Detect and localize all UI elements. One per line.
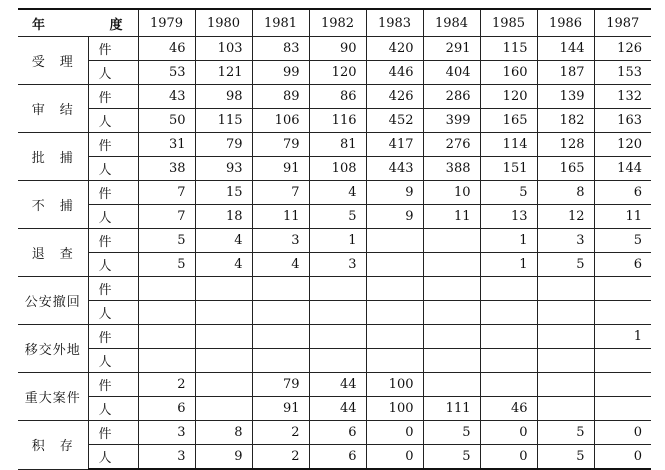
value-cell <box>594 349 651 373</box>
year-header: 1986 <box>537 9 594 37</box>
value-cell <box>195 277 252 301</box>
value-cell: 4 <box>195 229 252 253</box>
unit-label: 件 <box>88 181 138 205</box>
value-cell <box>480 301 537 325</box>
value-cell: 5 <box>537 421 594 445</box>
unit-label: 件 <box>88 373 138 397</box>
unit-label: 人 <box>88 349 138 373</box>
value-cell: 114 <box>480 133 537 157</box>
value-cell: 3 <box>537 229 594 253</box>
value-cell: 53 <box>138 61 195 85</box>
value-cell <box>480 349 537 373</box>
value-cell <box>594 373 651 397</box>
value-cell: 46 <box>138 37 195 61</box>
value-cell: 111 <box>423 397 480 421</box>
value-cell <box>594 397 651 421</box>
unit-label: 人 <box>88 157 138 181</box>
table-row <box>18 229 651 253</box>
value-cell: 9 <box>366 205 423 229</box>
value-cell: 417 <box>366 133 423 157</box>
value-cell: 50 <box>138 109 195 133</box>
value-cell: 426 <box>366 85 423 109</box>
value-cell <box>537 349 594 373</box>
value-cell: 5 <box>423 445 480 470</box>
value-cell <box>537 373 594 397</box>
year-header: 1985 <box>480 9 537 37</box>
value-cell <box>366 253 423 277</box>
value-cell: 44 <box>309 397 366 421</box>
value-cell: 182 <box>537 109 594 133</box>
value-cell: 11 <box>594 205 651 229</box>
value-cell: 446 <box>366 61 423 85</box>
table-row <box>18 277 651 301</box>
value-cell <box>138 325 195 349</box>
value-cell: 5 <box>594 229 651 253</box>
table-row <box>18 349 651 373</box>
value-cell: 13 <box>480 205 537 229</box>
value-cell <box>195 325 252 349</box>
value-cell <box>366 301 423 325</box>
value-cell: 106 <box>252 109 309 133</box>
category-label: 公安撤回 <box>18 277 88 325</box>
value-cell: 160 <box>480 61 537 85</box>
year-header: 1980 <box>195 9 252 37</box>
value-cell: 0 <box>594 445 651 470</box>
value-cell: 5 <box>480 181 537 205</box>
value-cell: 100 <box>366 397 423 421</box>
category-label: 审 结 <box>18 85 88 133</box>
value-cell: 399 <box>423 109 480 133</box>
table-row <box>18 421 651 445</box>
value-cell: 151 <box>480 157 537 181</box>
value-cell: 165 <box>480 109 537 133</box>
value-cell: 163 <box>594 109 651 133</box>
value-cell: 6 <box>309 421 366 445</box>
value-cell: 153 <box>594 61 651 85</box>
value-cell: 2 <box>252 421 309 445</box>
table-row <box>18 253 651 277</box>
value-cell <box>594 277 651 301</box>
value-cell: 120 <box>594 133 651 157</box>
table-row <box>18 397 651 421</box>
value-cell: 5 <box>423 421 480 445</box>
value-cell: 1 <box>594 325 651 349</box>
value-cell <box>537 301 594 325</box>
unit-label: 件 <box>88 325 138 349</box>
value-cell: 100 <box>366 373 423 397</box>
value-cell: 9 <box>195 445 252 470</box>
table-row <box>18 61 651 85</box>
table-row <box>18 109 651 133</box>
value-cell <box>423 373 480 397</box>
value-cell <box>252 301 309 325</box>
value-cell: 388 <box>423 157 480 181</box>
value-cell: 98 <box>195 85 252 109</box>
unit-label: 人 <box>88 61 138 85</box>
value-cell: 116 <box>309 109 366 133</box>
value-cell <box>309 349 366 373</box>
table-row <box>18 205 651 229</box>
year-header: 1984 <box>423 9 480 37</box>
value-cell: 11 <box>423 205 480 229</box>
value-cell: 46 <box>480 397 537 421</box>
value-cell <box>138 301 195 325</box>
value-cell <box>594 301 651 325</box>
category-label: 受 理 <box>18 37 88 85</box>
value-cell <box>423 301 480 325</box>
value-cell: 1 <box>480 229 537 253</box>
value-cell: 8 <box>195 421 252 445</box>
value-cell <box>537 277 594 301</box>
category-label: 重大案件 <box>18 373 88 421</box>
value-cell: 43 <box>138 85 195 109</box>
value-cell: 6 <box>309 445 366 470</box>
value-cell <box>195 373 252 397</box>
value-cell: 7 <box>138 205 195 229</box>
statistics-table-wrapper <box>18 8 651 470</box>
value-cell: 10 <box>423 181 480 205</box>
value-cell: 452 <box>366 109 423 133</box>
value-cell: 8 <box>537 181 594 205</box>
table-row <box>18 85 651 109</box>
value-cell: 11 <box>252 205 309 229</box>
value-cell: 31 <box>138 133 195 157</box>
value-cell <box>309 301 366 325</box>
header-row <box>18 9 651 37</box>
year-header: 1979 <box>138 9 195 37</box>
value-cell <box>480 373 537 397</box>
value-cell: 12 <box>537 205 594 229</box>
value-cell: 144 <box>537 37 594 61</box>
category-label: 批 捕 <box>18 133 88 181</box>
table-row <box>18 37 651 61</box>
value-cell <box>537 397 594 421</box>
value-cell <box>138 349 195 373</box>
value-cell <box>309 277 366 301</box>
value-cell: 2 <box>138 373 195 397</box>
year-header: 1987 <box>594 9 651 37</box>
year-header: 1982 <box>309 9 366 37</box>
value-cell: 7 <box>252 181 309 205</box>
value-cell: 103 <box>195 37 252 61</box>
value-cell <box>195 301 252 325</box>
unit-label: 人 <box>88 205 138 229</box>
value-cell: 99 <box>252 61 309 85</box>
value-cell <box>366 229 423 253</box>
value-cell: 81 <box>309 133 366 157</box>
unit-label: 件 <box>88 133 138 157</box>
value-cell <box>480 277 537 301</box>
value-cell <box>366 325 423 349</box>
value-cell: 404 <box>423 61 480 85</box>
value-cell: 79 <box>252 373 309 397</box>
value-cell: 291 <box>423 37 480 61</box>
unit-label: 人 <box>88 253 138 277</box>
value-cell: 3 <box>138 445 195 470</box>
year-header: 1983 <box>366 9 423 37</box>
value-cell: 420 <box>366 37 423 61</box>
value-cell: 1 <box>480 253 537 277</box>
unit-label: 件 <box>88 229 138 253</box>
unit-label: 人 <box>88 397 138 421</box>
value-cell: 91 <box>252 157 309 181</box>
value-cell: 144 <box>594 157 651 181</box>
value-cell: 7 <box>138 181 195 205</box>
value-cell: 79 <box>195 133 252 157</box>
value-cell: 79 <box>252 133 309 157</box>
value-cell <box>423 349 480 373</box>
value-cell: 126 <box>594 37 651 61</box>
value-cell: 6 <box>594 253 651 277</box>
value-cell <box>423 253 480 277</box>
corner-label-right: 度 <box>109 17 124 33</box>
value-cell: 3 <box>252 229 309 253</box>
value-cell <box>195 349 252 373</box>
value-cell: 83 <box>252 37 309 61</box>
table-row <box>18 325 651 349</box>
category-label: 移交外地 <box>18 325 88 373</box>
year-corner-header <box>18 9 138 37</box>
table-row <box>18 373 651 397</box>
value-cell <box>423 229 480 253</box>
value-cell <box>252 277 309 301</box>
table-row <box>18 301 651 325</box>
category-label: 不 捕 <box>18 181 88 229</box>
value-cell: 286 <box>423 85 480 109</box>
value-cell: 0 <box>480 445 537 470</box>
unit-label: 件 <box>88 85 138 109</box>
value-cell: 5 <box>309 205 366 229</box>
unit-label: 人 <box>88 445 138 470</box>
table-row <box>18 157 651 181</box>
value-cell: 3 <box>309 253 366 277</box>
table-body <box>18 37 651 470</box>
value-cell: 6 <box>138 397 195 421</box>
table-row <box>18 133 651 157</box>
value-cell <box>423 277 480 301</box>
value-cell: 1 <box>309 229 366 253</box>
value-cell <box>252 325 309 349</box>
value-cell: 139 <box>537 85 594 109</box>
value-cell: 18 <box>195 205 252 229</box>
value-cell: 90 <box>309 37 366 61</box>
value-cell: 0 <box>366 421 423 445</box>
value-cell <box>537 325 594 349</box>
unit-label: 人 <box>88 109 138 133</box>
value-cell: 115 <box>480 37 537 61</box>
year-header: 1981 <box>252 9 309 37</box>
value-cell: 120 <box>480 85 537 109</box>
value-cell: 443 <box>366 157 423 181</box>
category-label: 积 存 <box>18 421 88 470</box>
value-cell <box>309 325 366 349</box>
value-cell: 121 <box>195 61 252 85</box>
value-cell <box>366 277 423 301</box>
value-cell: 5 <box>138 229 195 253</box>
value-cell: 4 <box>195 253 252 277</box>
corner-label-left: 年 <box>32 17 47 33</box>
value-cell: 4 <box>252 253 309 277</box>
value-cell: 38 <box>138 157 195 181</box>
value-cell: 6 <box>594 181 651 205</box>
value-cell: 128 <box>537 133 594 157</box>
table-row <box>18 181 651 205</box>
unit-label: 件 <box>88 421 138 445</box>
unit-label: 件 <box>88 277 138 301</box>
value-cell: 3 <box>138 421 195 445</box>
value-cell: 187 <box>537 61 594 85</box>
value-cell <box>423 325 480 349</box>
value-cell: 0 <box>480 421 537 445</box>
value-cell: 91 <box>252 397 309 421</box>
value-cell <box>366 349 423 373</box>
value-cell: 4 <box>309 181 366 205</box>
value-cell <box>195 397 252 421</box>
value-cell: 115 <box>195 109 252 133</box>
category-label: 退 查 <box>18 229 88 277</box>
value-cell: 2 <box>252 445 309 470</box>
value-cell: 165 <box>537 157 594 181</box>
value-cell: 5 <box>537 445 594 470</box>
unit-label: 人 <box>88 301 138 325</box>
value-cell <box>252 349 309 373</box>
value-cell: 108 <box>309 157 366 181</box>
value-cell: 44 <box>309 373 366 397</box>
value-cell: 276 <box>423 133 480 157</box>
value-cell: 89 <box>252 85 309 109</box>
value-cell: 15 <box>195 181 252 205</box>
value-cell: 5 <box>537 253 594 277</box>
value-cell <box>480 325 537 349</box>
value-cell <box>138 277 195 301</box>
statistics-table <box>18 8 651 470</box>
value-cell: 5 <box>138 253 195 277</box>
value-cell: 9 <box>366 181 423 205</box>
value-cell: 132 <box>594 85 651 109</box>
value-cell: 120 <box>309 61 366 85</box>
value-cell: 0 <box>594 421 651 445</box>
value-cell: 0 <box>366 445 423 470</box>
unit-label: 件 <box>88 37 138 61</box>
value-cell: 86 <box>309 85 366 109</box>
value-cell: 93 <box>195 157 252 181</box>
